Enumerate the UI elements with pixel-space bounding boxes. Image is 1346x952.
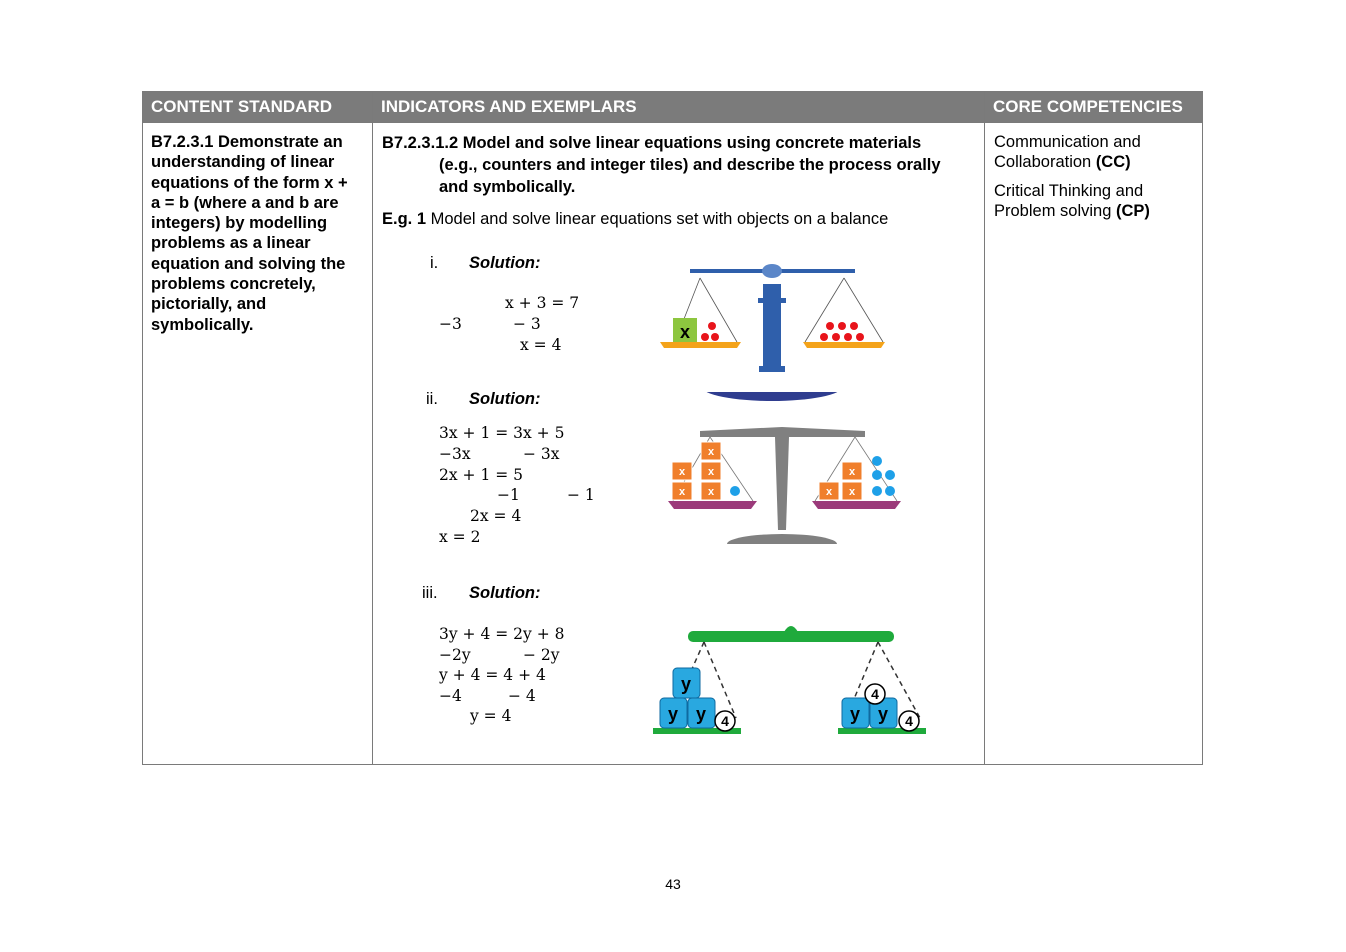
block-y-label: y (667, 704, 679, 724)
equation-line: − 3 (513, 315, 541, 333)
core-competencies (994, 132, 1199, 230)
solution-label: Solution: (469, 390, 541, 408)
block-y-label: y (849, 704, 861, 724)
competency-text: Collaboration (994, 153, 1096, 171)
content-line: equation and solving the (151, 254, 346, 273)
indicator-line: and symbolically. (439, 178, 576, 196)
weight-4-label: 4 (871, 686, 879, 702)
equation-line: −3x (439, 445, 471, 463)
equation-line: x = 4 (520, 336, 562, 354)
example-numeral: ii. (426, 390, 438, 408)
competency-code: (CC) (1095, 153, 1131, 171)
tile-x-label: x (678, 486, 686, 498)
header-divider (143, 122, 1202, 123)
weight-4-label: 4 (721, 713, 729, 729)
equation-line: − 3x (523, 445, 560, 463)
content-line: problems as a linear (151, 234, 311, 253)
equation-line: −4 (439, 687, 462, 705)
content-line: B7.2.3.1 Demonstrate an (151, 133, 343, 151)
header-content-standard: CONTENT STANDARD (143, 92, 373, 122)
equation-line: − 1 (567, 486, 595, 504)
page-number: 43 (665, 876, 681, 892)
tile-x-label: x (707, 466, 715, 478)
block-y-label: y (695, 704, 707, 724)
equation-line: −2y (439, 646, 471, 664)
competency-text: Critical Thinking and (994, 182, 1144, 200)
block-y-label: y (877, 704, 889, 724)
tile-x-label: x (848, 486, 856, 498)
equation-line: 3x + 1 = 3x + 5 (439, 424, 565, 442)
content-line: pictorially, and (151, 295, 267, 314)
tile-x-label: x (679, 322, 691, 342)
equation-line: −1 (497, 486, 520, 504)
example-numeral: i. (430, 254, 439, 272)
tile-x-label: x (707, 486, 715, 498)
equation-line: − 2y (523, 646, 560, 664)
solution-label: Solution: (469, 584, 541, 602)
equation-line: 2x = 4 (470, 507, 522, 525)
balance-scale-2-illustration (665, 425, 905, 550)
competency-cp (994, 181, 1199, 221)
balance-scale-1-illustration (655, 262, 890, 392)
indicator-line: B7.2.3.1.2 Model and solve linear equations using concrete materials (382, 134, 922, 152)
equation-line: x = 2 (439, 528, 481, 546)
header-indicators: INDICATORS AND EXEMPLARS (373, 92, 985, 122)
solution-label: Solution: (469, 254, 541, 272)
equation-line: −3 (439, 315, 462, 333)
example-text: Model and solve linear equations set with objects on a balance (426, 210, 889, 228)
equation-line: y + 4 = 4 + 4 (439, 666, 546, 684)
equation-line: x + 3 = 7 (505, 294, 580, 312)
tile-x-label: x (678, 466, 686, 478)
content-line: understanding of linear (151, 153, 335, 172)
tile-x-label: x (848, 466, 856, 478)
column-divider-2 (984, 92, 985, 764)
equation-line: − 4 (508, 687, 536, 705)
example-label: E.g. 1 (382, 210, 427, 228)
example-numeral: iii. (422, 584, 438, 602)
tile-x-label: x (707, 446, 715, 458)
tile-x-label: x (825, 486, 833, 498)
competency-text: Problem solving (994, 202, 1116, 220)
equation-line: 3y + 4 = 2y + 8 (439, 625, 565, 643)
competency-code: (CP) (1115, 202, 1150, 220)
competency-cc (994, 132, 1199, 172)
weight-4-label: 4 (905, 713, 913, 729)
content-line: problems concretely, (151, 275, 316, 294)
competency-text: Communication and (994, 133, 1141, 151)
content-line: integers) by modelling (151, 214, 328, 233)
equation-line: 2x + 1 = 5 (439, 466, 524, 484)
example-intro (382, 208, 888, 230)
equation-line: y = 4 (470, 707, 512, 725)
content-line: equations of the form x + (151, 173, 348, 192)
header-core-competencies: CORE COMPETENCIES (985, 92, 1203, 122)
column-divider-1 (372, 92, 373, 764)
indicator-line: (e.g., counters and integer tiles) and describe the process orally (439, 156, 941, 174)
content-standard-text (151, 132, 371, 335)
content-line: a = b (where a and b are (151, 193, 339, 212)
balance-scale-3-illustration (650, 618, 930, 740)
block-y-label: y (680, 674, 692, 694)
content-line: symbolically. (151, 315, 254, 334)
indicator-title (382, 132, 982, 198)
